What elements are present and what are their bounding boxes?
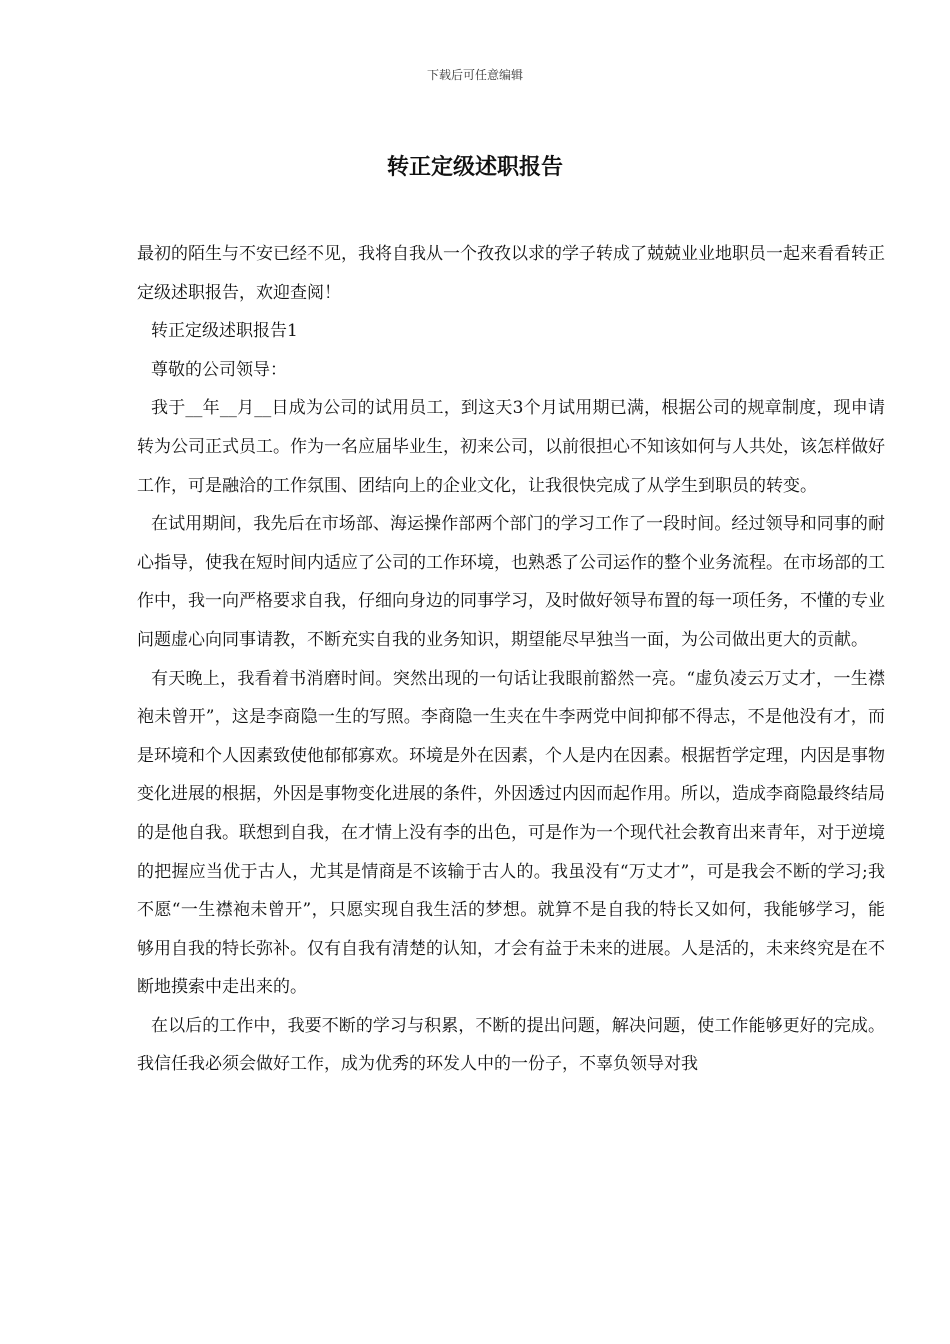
document-body [137,235,885,1084]
paragraph-intro: 最初的陌生与不安已经不见，我将自我从一个孜孜以求的学子转成了兢兢业业地职员一起来看看转正定级述职报告，欢迎查阅！ [137,244,885,303]
paragraph-body: 在以后的工作中，我要不断的学习与积累，不断的提出问题，解决问题，使工作能够更好的完成。我信任我必须会做好工作，成为优秀的环发人中的一份子，不辜负领导对我 [137,1015,885,1075]
paragraph-body: 在试用期间，我先后在市场部、海运操作部两个部门的学习工作了一段时间。经过领导和同事的耐心指导，使我在短时间内适应了公司的工作环境，也熟悉了公司运作的整个业务流程。在市场部的工作中，我一向严格要求自我，仔细向身边的同事学习，及时做好领导布置的每一项任务，不懂的专业问题虚心向同事请教，不断充实自我的业务知识，期望能尽早独当一面，为公司做出更大的贡献。 [137,514,885,650]
page-header-note: 下载后可任意编辑 [426,68,523,82]
paragraph-body: 我于__年__月__日成为公司的试用员工，到这天3个月试用期已满，根据公司的规章制度，现申请转为公司正式员工。作为一名应届毕业生，初来公司，以前很担心不知该如何与人共处，该怎样做好工作，可是融洽的工作氛围、团结向上的企业文化，让我很快完成了从学生到职员的转变。 [137,398,885,496]
paragraph-report-heading: 转正定级述职报告1 [151,321,298,342]
paragraph-salutation: 尊敬的公司领导： [151,359,287,380]
document-title: 转正定级述职报告 [386,155,563,180]
paragraph-body: 有天晚上，我看着书消磨时间。突然出现的一句话让我眼前豁然一亮。“虚负凌云万丈才，一生襟袍未曾开”，这是李商隐一生的写照。李商隐一生夹在牛李两党中间抑郁不得志，不是他没有才，而是环境和个人因素致使他郁郁寡欢。环境是外在因素，个人是内在因素。根据哲学定理，内因是事物变化进展的根据，外因是事物变化进展的条件，外因透过内因而起作用。所以，造成李商隐最终结局的是他自我。联想到自我，在才情上没有李的出色，可是作为一个现代社会教育出来青年，对于逆境的把握应当优于古人，尤其是情商是不该输于古人的。我虽没有“万丈才”，可是我会不断的学习;我不愿“一生襟袍未曾开”，只愿实现自我生活的梦想。就算不是自我的特长又如何，我能够学习，能够用自我的特长弥补。仅有自我有清楚的认知，才会有益于未来的进展。人是活的，未来终究是在不断地摸索中走出来的。 [137,668,885,998]
